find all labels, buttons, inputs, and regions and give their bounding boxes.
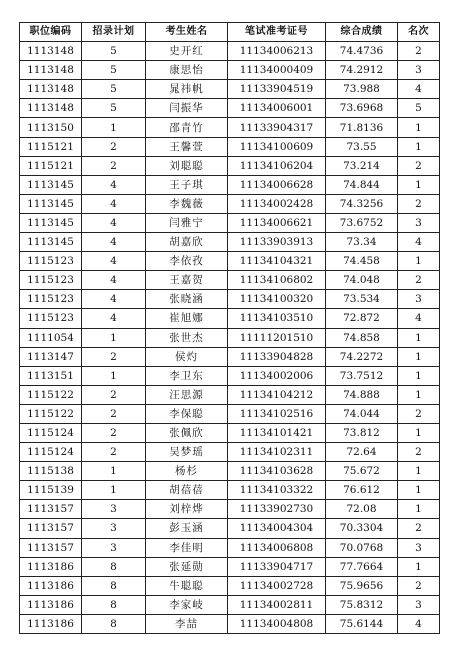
recruit-plan-cell: 5	[82, 99, 146, 118]
position-code-cell: 1113148	[20, 80, 82, 99]
rank-cell: 2	[398, 443, 440, 462]
total-score-cell: 74.858	[326, 328, 398, 347]
recruit-plan-cell: 4	[82, 290, 146, 309]
admission-number-cell: 11134100609	[228, 137, 326, 156]
table-row	[20, 347, 440, 366]
table-row	[20, 462, 440, 481]
candidate-name-cell: 彭玉涵	[146, 519, 228, 538]
candidate-name-cell: 王嘉贺	[146, 271, 228, 290]
recruit-plan-cell: 4	[82, 175, 146, 194]
rank-cell: 1	[398, 500, 440, 519]
total-score-cell: 74.4736	[326, 42, 398, 61]
candidate-name-cell: 刘聪聪	[146, 156, 228, 175]
total-score-cell: 73.534	[326, 290, 398, 309]
position-code-cell: 1115121	[20, 156, 82, 175]
table-row	[20, 61, 440, 80]
table-row	[20, 194, 440, 213]
rank-cell: 4	[398, 233, 440, 252]
header-row	[20, 23, 440, 42]
recruit-plan-cell: 2	[82, 423, 146, 442]
recruit-plan-cell: 2	[82, 156, 146, 175]
table-row	[20, 385, 440, 404]
admission-number-cell: 11134002428	[228, 194, 326, 213]
position-code-cell: 1113157	[20, 500, 82, 519]
candidate-name-cell: 侯灼	[146, 347, 228, 366]
recruit-plan-cell: 1	[82, 462, 146, 481]
table-row	[20, 99, 440, 118]
table-row	[20, 423, 440, 442]
header-rank: 名次	[398, 23, 440, 42]
recruit-plan-cell: 4	[82, 194, 146, 213]
rank-cell: 3	[398, 595, 440, 614]
candidate-name-cell: 杨杉	[146, 462, 228, 481]
position-code-cell: 1115124	[20, 423, 82, 442]
admission-number-cell: 11111201510	[228, 328, 326, 347]
admission-number-cell: 11134106802	[228, 271, 326, 290]
admission-number-cell: 11133904717	[228, 557, 326, 576]
candidate-name-cell: 牛聪聪	[146, 576, 228, 595]
table-row	[20, 175, 440, 194]
position-code-cell: 1113186	[20, 576, 82, 595]
recruit-plan-cell: 2	[82, 137, 146, 156]
table-row	[20, 42, 440, 61]
table-row	[20, 118, 440, 137]
position-code-cell: 1113151	[20, 366, 82, 385]
header-admission-number: 笔试准考证号	[228, 23, 326, 42]
total-score-cell: 74.888	[326, 385, 398, 404]
recruit-plan-cell: 5	[82, 42, 146, 61]
total-score-cell: 73.6968	[326, 99, 398, 118]
admission-number-cell: 11134004808	[228, 614, 326, 633]
position-code-cell: 1113186	[20, 595, 82, 614]
position-code-cell: 1113148	[20, 99, 82, 118]
table-row	[20, 576, 440, 595]
recruit-plan-cell: 4	[82, 252, 146, 271]
header-recruit-plan: 招录计划	[82, 23, 146, 42]
rank-cell: 1	[398, 557, 440, 576]
admission-number-cell: 11134006628	[228, 175, 326, 194]
table-row	[20, 538, 440, 557]
admission-number-cell: 11134006808	[228, 538, 326, 557]
recruit-plan-cell: 2	[82, 347, 146, 366]
rank-cell: 2	[398, 404, 440, 423]
recruit-plan-cell: 4	[82, 213, 146, 232]
table-row	[20, 233, 440, 252]
rank-cell: 2	[398, 42, 440, 61]
total-score-cell: 73.214	[326, 156, 398, 175]
total-score-cell: 75.9656	[326, 576, 398, 595]
recruit-plan-cell: 8	[82, 595, 146, 614]
table-header	[20, 23, 440, 42]
total-score-cell: 72.08	[326, 500, 398, 519]
admission-number-cell: 11133903913	[228, 233, 326, 252]
table-row	[20, 595, 440, 614]
position-code-cell: 1113145	[20, 213, 82, 232]
table-body	[20, 42, 440, 634]
candidate-name-cell: 李保聪	[146, 404, 228, 423]
rank-cell: 3	[398, 213, 440, 232]
total-score-cell: 70.0768	[326, 538, 398, 557]
total-score-cell: 70.3304	[326, 519, 398, 538]
total-score-cell: 74.2912	[326, 61, 398, 80]
position-code-cell: 1115138	[20, 462, 82, 481]
candidate-name-cell: 康思怡	[146, 61, 228, 80]
candidate-name-cell: 李佳明	[146, 538, 228, 557]
total-score-cell: 74.844	[326, 175, 398, 194]
admission-number-cell: 11134103322	[228, 481, 326, 500]
position-code-cell: 1115123	[20, 309, 82, 328]
candidate-name-cell: 王馨萱	[146, 137, 228, 156]
recruit-plan-cell: 8	[82, 576, 146, 595]
table-row	[20, 290, 440, 309]
total-score-cell: 74.3256	[326, 194, 398, 213]
position-code-cell: 1113186	[20, 614, 82, 633]
admission-number-cell: 11133902730	[228, 500, 326, 519]
candidate-name-cell: 汪思源	[146, 385, 228, 404]
candidate-name-cell: 张世杰	[146, 328, 228, 347]
position-code-cell: 1113157	[20, 519, 82, 538]
rank-cell: 2	[398, 519, 440, 538]
recruit-plan-cell: 1	[82, 366, 146, 385]
candidate-name-cell: 李喆	[146, 614, 228, 633]
candidate-name-cell: 闫雅宁	[146, 213, 228, 232]
candidate-name-cell: 崔旭娜	[146, 309, 228, 328]
position-code-cell: 1113186	[20, 557, 82, 576]
recruit-plan-cell: 4	[82, 309, 146, 328]
candidate-name-cell: 李卫东	[146, 366, 228, 385]
position-code-cell: 1113148	[20, 61, 82, 80]
rank-cell: 1	[398, 175, 440, 194]
candidate-name-cell: 王子琪	[146, 175, 228, 194]
position-code-cell: 1113145	[20, 175, 82, 194]
position-code-cell: 1113147	[20, 347, 82, 366]
candidate-name-cell: 刘梓烨	[146, 500, 228, 519]
recruit-plan-cell: 5	[82, 61, 146, 80]
header-total-score: 综合成绩	[326, 23, 398, 42]
score-sheet	[19, 22, 439, 634]
total-score-cell: 72.872	[326, 309, 398, 328]
position-code-cell: 1115123	[20, 252, 82, 271]
admission-number-cell: 11134100320	[228, 290, 326, 309]
candidate-name-cell: 吴梦瑶	[146, 443, 228, 462]
candidate-name-cell: 邵青竹	[146, 118, 228, 137]
candidate-name-cell: 史开红	[146, 42, 228, 61]
position-code-cell: 1113150	[20, 118, 82, 137]
rank-cell: 1	[398, 385, 440, 404]
recruit-plan-cell: 3	[82, 500, 146, 519]
total-score-cell: 73.55	[326, 137, 398, 156]
position-code-cell: 1113157	[20, 538, 82, 557]
admission-number-cell: 11134106204	[228, 156, 326, 175]
table-row	[20, 156, 440, 175]
table-row	[20, 500, 440, 519]
recruit-plan-cell: 8	[82, 614, 146, 633]
position-code-cell: 1115122	[20, 385, 82, 404]
rank-cell: 5	[398, 99, 440, 118]
rank-cell: 2	[398, 156, 440, 175]
position-code-cell: 1113148	[20, 42, 82, 61]
table-row	[20, 519, 440, 538]
table-row	[20, 481, 440, 500]
rank-cell: 2	[398, 194, 440, 213]
total-score-cell: 71.8136	[326, 118, 398, 137]
position-code-cell: 1115139	[20, 481, 82, 500]
recruit-plan-cell: 8	[82, 557, 146, 576]
rank-cell: 1	[398, 423, 440, 442]
rank-cell: 1	[398, 366, 440, 385]
rank-cell: 2	[398, 576, 440, 595]
rank-cell: 3	[398, 538, 440, 557]
position-code-cell: 1111054	[20, 328, 82, 347]
position-code-cell: 1113145	[20, 194, 82, 213]
rank-cell: 4	[398, 309, 440, 328]
rank-cell: 1	[398, 252, 440, 271]
candidate-name-cell: 张佩欣	[146, 423, 228, 442]
rank-cell: 1	[398, 328, 440, 347]
recruit-plan-cell: 1	[82, 118, 146, 137]
total-score-cell: 76.612	[326, 481, 398, 500]
total-score-cell: 73.7512	[326, 366, 398, 385]
admission-number-cell: 11133904519	[228, 80, 326, 99]
candidate-name-cell: 李魏薇	[146, 194, 228, 213]
admission-number-cell: 11134006621	[228, 213, 326, 232]
total-score-cell: 75.8312	[326, 595, 398, 614]
candidate-name-cell: 李依孜	[146, 252, 228, 271]
admission-number-cell: 11134103510	[228, 309, 326, 328]
total-score-cell: 74.048	[326, 271, 398, 290]
admission-number-cell: 11134002006	[228, 366, 326, 385]
table-row	[20, 309, 440, 328]
rank-cell: 3	[398, 290, 440, 309]
admission-number-cell: 11134101421	[228, 423, 326, 442]
recruit-plan-cell: 1	[82, 328, 146, 347]
recruit-plan-cell: 2	[82, 404, 146, 423]
admission-number-cell: 11134006213	[228, 42, 326, 61]
table-row	[20, 404, 440, 423]
admission-number-cell: 11134102516	[228, 404, 326, 423]
table-row	[20, 271, 440, 290]
admission-number-cell: 11134002728	[228, 576, 326, 595]
rank-cell: 1	[398, 137, 440, 156]
table-row	[20, 213, 440, 232]
total-score-cell: 74.458	[326, 252, 398, 271]
recruit-plan-cell: 3	[82, 538, 146, 557]
admission-number-cell: 11133904828	[228, 347, 326, 366]
recruit-plan-cell: 2	[82, 443, 146, 462]
rank-cell: 4	[398, 614, 440, 633]
position-code-cell: 1115122	[20, 404, 82, 423]
total-score-cell: 75.6144	[326, 614, 398, 633]
table-row	[20, 366, 440, 385]
total-score-cell: 73.34	[326, 233, 398, 252]
position-code-cell: 1113145	[20, 233, 82, 252]
rank-cell: 1	[398, 347, 440, 366]
position-code-cell: 1115121	[20, 137, 82, 156]
table-row	[20, 614, 440, 633]
admission-number-cell: 11134104212	[228, 385, 326, 404]
candidate-name-cell: 张延勋	[146, 557, 228, 576]
recruit-plan-cell: 4	[82, 233, 146, 252]
table-row	[20, 443, 440, 462]
recruit-plan-cell: 4	[82, 271, 146, 290]
total-score-cell: 75.672	[326, 462, 398, 481]
header-candidate-name: 考生姓名	[146, 23, 228, 42]
admission-number-cell: 11134002811	[228, 595, 326, 614]
admission-number-cell: 11134104321	[228, 252, 326, 271]
total-score-cell: 73.812	[326, 423, 398, 442]
rank-cell: 4	[398, 80, 440, 99]
position-code-cell: 1115123	[20, 290, 82, 309]
candidate-name-cell: 张晓涵	[146, 290, 228, 309]
total-score-cell: 74.2272	[326, 347, 398, 366]
header-position-code: 职位编码	[20, 23, 82, 42]
table-row	[20, 137, 440, 156]
candidate-name-cell: 李家岐	[146, 595, 228, 614]
total-score-cell: 73.988	[326, 80, 398, 99]
rank-cell: 1	[398, 462, 440, 481]
candidate-name-cell: 胡蓓蓓	[146, 481, 228, 500]
recruit-plan-cell: 5	[82, 80, 146, 99]
admission-number-cell: 11134004304	[228, 519, 326, 538]
admission-number-cell: 11134102311	[228, 443, 326, 462]
total-score-cell: 72.64	[326, 443, 398, 462]
candidate-name-cell: 闫振华	[146, 99, 228, 118]
rank-cell: 1	[398, 481, 440, 500]
admission-number-cell: 11134006001	[228, 99, 326, 118]
table-row	[20, 252, 440, 271]
total-score-cell: 73.6752	[326, 213, 398, 232]
recruit-plan-cell: 1	[82, 481, 146, 500]
total-score-cell: 77.7664	[326, 557, 398, 576]
position-code-cell: 1115123	[20, 271, 82, 290]
position-code-cell: 1115124	[20, 443, 82, 462]
rank-cell: 1	[398, 118, 440, 137]
table-row	[20, 557, 440, 576]
candidate-name-cell: 胡嘉欣	[146, 233, 228, 252]
admission-number-cell: 11134103628	[228, 462, 326, 481]
candidate-name-cell: 晁祎帆	[146, 80, 228, 99]
rank-cell: 3	[398, 61, 440, 80]
total-score-cell: 74.044	[326, 404, 398, 423]
table-row	[20, 80, 440, 99]
admission-number-cell: 11134000409	[228, 61, 326, 80]
table-row	[20, 328, 440, 347]
admission-number-cell: 11133904317	[228, 118, 326, 137]
recruit-plan-cell: 2	[82, 385, 146, 404]
results-table	[19, 22, 440, 634]
recruit-plan-cell: 3	[82, 519, 146, 538]
rank-cell: 2	[398, 271, 440, 290]
